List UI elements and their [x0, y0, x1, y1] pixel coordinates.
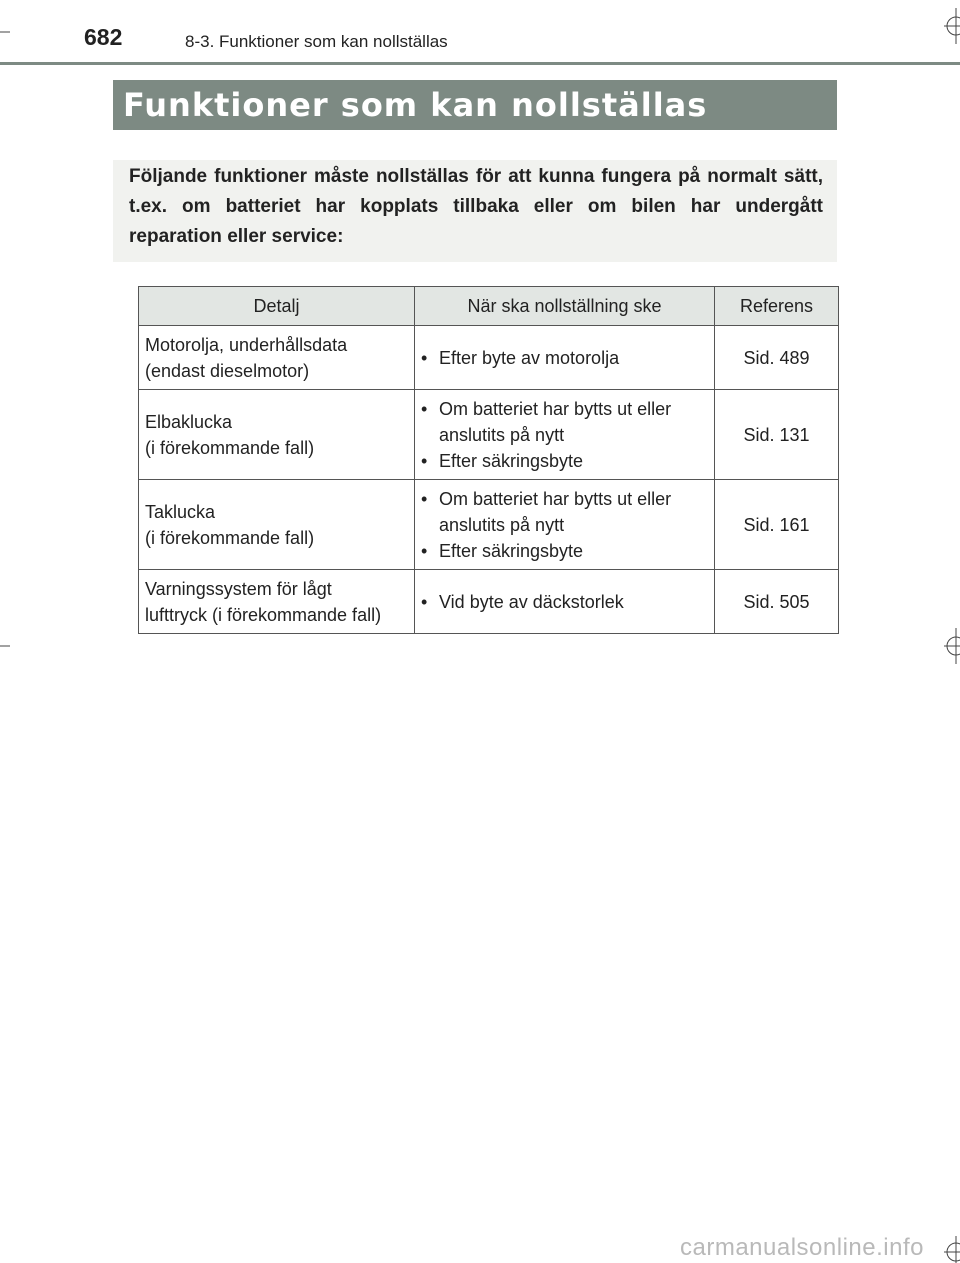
cell-when	[415, 390, 715, 480]
cell-when	[415, 570, 715, 634]
registration-mark-mid-right	[938, 626, 960, 666]
detail-line-2: (i förekommande fall)	[145, 527, 315, 548]
section-title: Funktioner som kan nollställas	[123, 86, 708, 124]
section-title-bar	[113, 80, 837, 130]
cell-when	[415, 326, 715, 390]
when-bullet: • Vid byte av däckstorlek	[421, 589, 708, 615]
when-bullet: • Efter säkringsbyte	[421, 448, 708, 474]
detail-line-1: Elbaklucka	[145, 411, 233, 432]
table-row	[139, 570, 839, 634]
registration-mark-bottom-right	[938, 1232, 960, 1263]
detail-line-2: lufttryck (i förekommande fall)	[145, 604, 382, 625]
column-header-detail: Detalj	[139, 287, 415, 326]
detail-line-2: (endast dieselmotor)	[145, 360, 310, 381]
section-reference: 8-3. Funktioner som kan nollställas	[185, 32, 448, 51]
cell-reference: Sid. 131	[715, 390, 839, 480]
registration-mark-mid-left	[0, 644, 12, 648]
table-row	[139, 326, 839, 390]
intro-text: Följande funktioner måste nollställas för att kunna fungera på normalt sätt, t.ex. om batteriet har kopplats tillbaka eller om bilen har undergått reparation eller service:	[129, 166, 823, 247]
detail-line-2: (i förekommande fall)	[145, 437, 315, 458]
when-bullet: • Om batteriet har bytts ut eller anslutits på nytt	[421, 396, 708, 448]
cell-when	[415, 480, 715, 570]
registration-mark-top-left	[0, 30, 12, 34]
table-row	[139, 480, 839, 570]
column-header-reference: Referens	[715, 287, 839, 326]
when-bullet: • Om batteriet har bytts ut eller anslutits på nytt	[421, 486, 708, 538]
cell-detail	[139, 390, 415, 480]
detail-line-1: Motorolja, underhållsdata	[145, 334, 348, 355]
footer-watermark[interactable]: carmanualsonline.info	[680, 1234, 924, 1261]
cell-reference: Sid. 505	[715, 570, 839, 634]
header-rule	[0, 62, 960, 65]
when-bullet: • Efter säkringsbyte	[421, 538, 708, 564]
cell-detail	[139, 480, 415, 570]
registration-mark-top-right	[938, 6, 960, 46]
intro-box	[113, 160, 837, 262]
cell-detail	[139, 570, 415, 634]
cell-reference: Sid. 161	[715, 480, 839, 570]
column-header-when: När ska nollställning ske	[415, 287, 715, 326]
reset-functions-table	[138, 286, 839, 634]
detail-line-1: Taklucka	[145, 501, 216, 522]
when-bullet: • Efter byte av motorolja	[421, 345, 708, 371]
table-header-row	[139, 287, 839, 326]
cell-detail	[139, 326, 415, 390]
page-number: 682	[84, 24, 123, 50]
table-row	[139, 390, 839, 480]
detail-line-1: Varningssystem för lågt	[145, 578, 332, 599]
cell-reference: Sid. 489	[715, 326, 839, 390]
